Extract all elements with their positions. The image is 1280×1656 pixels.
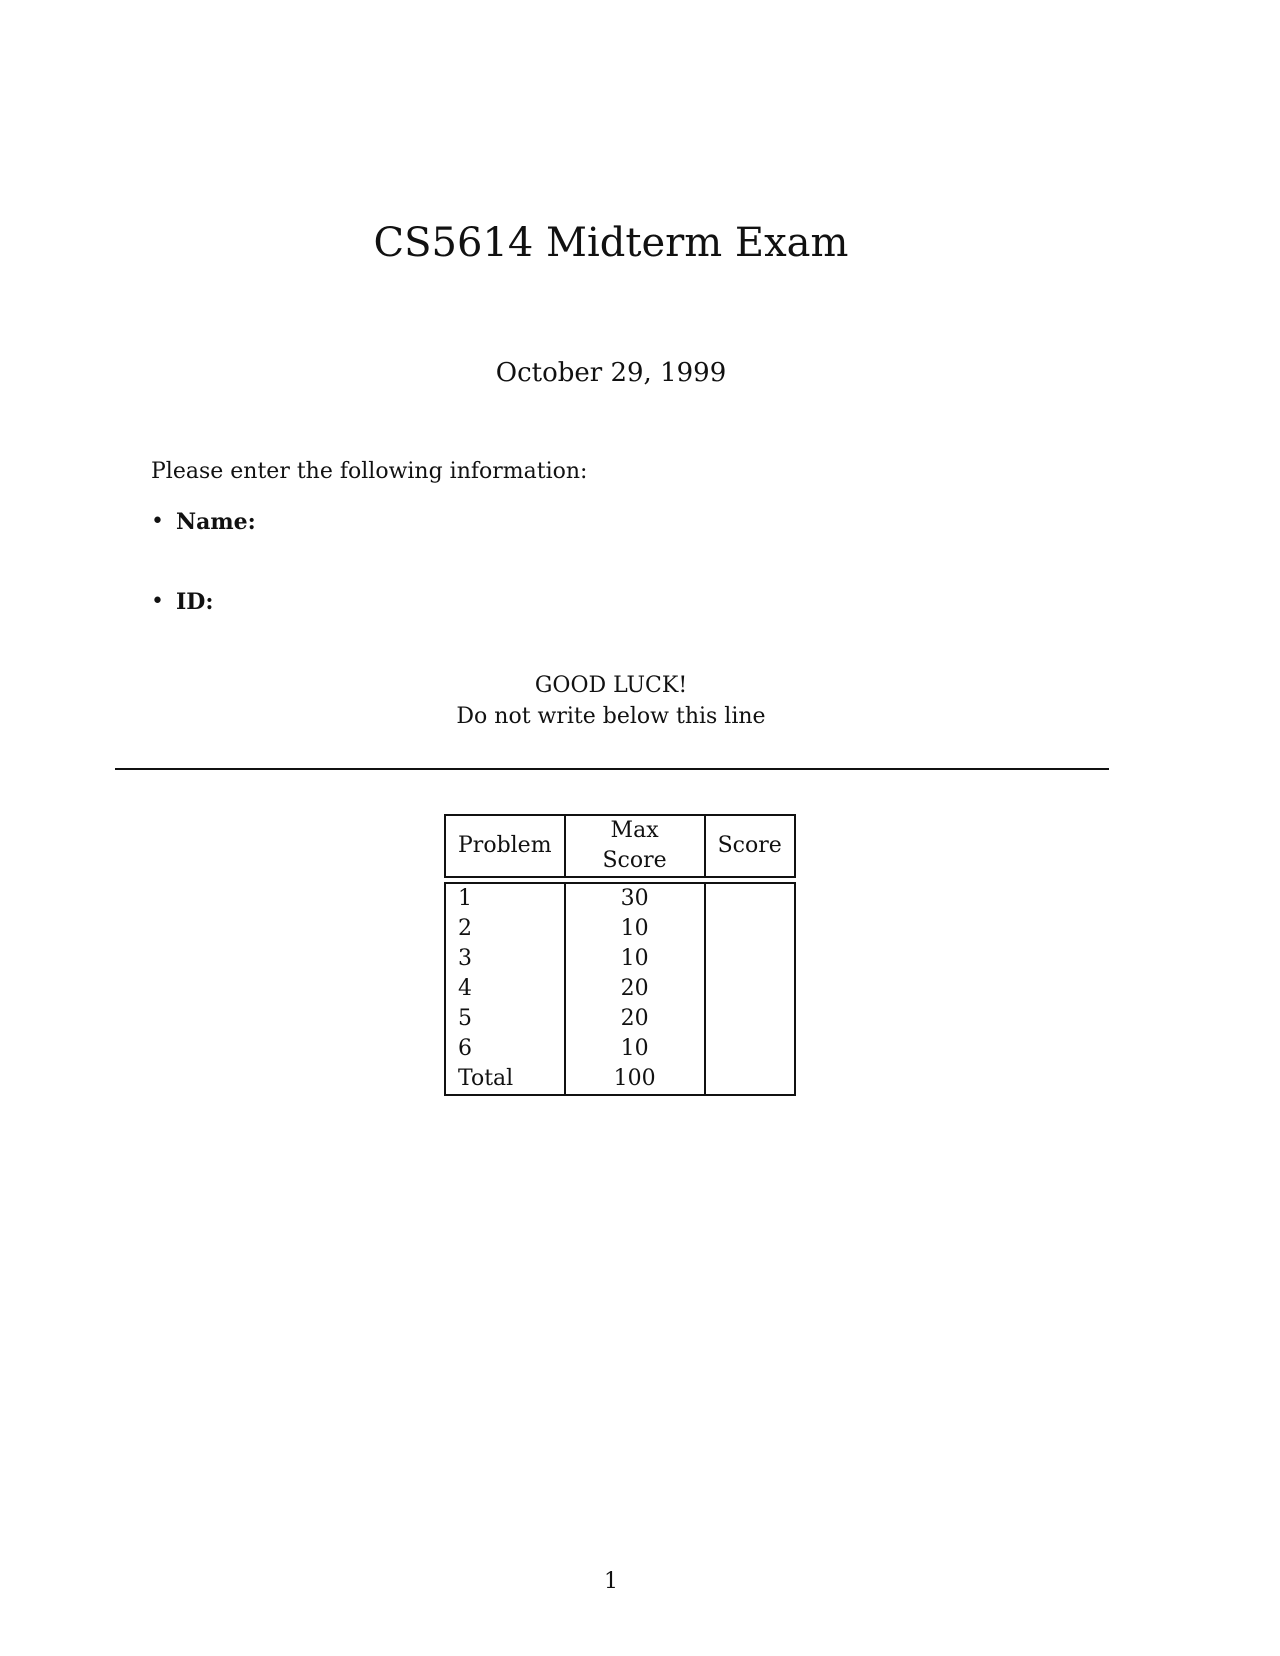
score-cell xyxy=(705,974,795,1004)
info-field-list xyxy=(151,508,256,616)
table-row xyxy=(445,1034,795,1064)
max-score-cell: 100 xyxy=(565,1064,705,1095)
do-not-write-text: Do not write below this line xyxy=(456,704,766,729)
table-row xyxy=(445,1004,795,1034)
horizontal-divider xyxy=(115,768,1109,770)
max-score-cell: 20 xyxy=(565,1004,705,1034)
score-cell xyxy=(705,944,795,974)
max-score-cell: 10 xyxy=(565,1034,705,1064)
header-max-score: Max Score xyxy=(565,815,705,877)
table-row xyxy=(445,914,795,944)
problem-cell: 4 xyxy=(445,974,565,1004)
problem-cell: 2 xyxy=(445,914,565,944)
table-row xyxy=(445,944,795,974)
bullet-icon: • xyxy=(151,589,164,614)
max-score-cell: 10 xyxy=(565,914,705,944)
table-row xyxy=(445,974,795,1004)
bullet-icon: • xyxy=(151,509,164,534)
header-score: Score xyxy=(705,815,795,877)
score-cell xyxy=(705,1064,795,1095)
problem-cell: 1 xyxy=(445,883,565,914)
max-score-cell: 30 xyxy=(565,883,705,914)
problem-cell: 5 xyxy=(445,1004,565,1034)
closing-message xyxy=(0,670,1222,732)
page-number: 1 xyxy=(604,1569,618,1594)
info-instructions: Please enter the following information: xyxy=(151,459,588,484)
name-field-label: Name: xyxy=(176,509,256,535)
name-field xyxy=(151,508,256,536)
score-table xyxy=(444,814,796,1096)
problem-cell: 6 xyxy=(445,1034,565,1064)
max-score-cell: 10 xyxy=(565,944,705,974)
exam-date: October 29, 1999 xyxy=(495,358,727,388)
exam-title: CS5614 Midterm Exam xyxy=(373,220,849,266)
header-problem: Problem xyxy=(445,815,565,877)
score-cell xyxy=(705,914,795,944)
max-score-cell: 20 xyxy=(565,974,705,1004)
score-cell xyxy=(705,1004,795,1034)
problem-cell: Total xyxy=(445,1064,565,1095)
good-luck-text: GOOD LUCK! xyxy=(534,673,688,698)
table-header-row xyxy=(445,815,795,877)
problem-cell: 3 xyxy=(445,944,565,974)
table-row xyxy=(445,883,795,914)
id-field xyxy=(151,588,256,616)
id-field-label: ID: xyxy=(176,589,214,615)
score-cell xyxy=(705,883,795,914)
table-row-total xyxy=(445,1064,795,1095)
score-cell xyxy=(705,1034,795,1064)
